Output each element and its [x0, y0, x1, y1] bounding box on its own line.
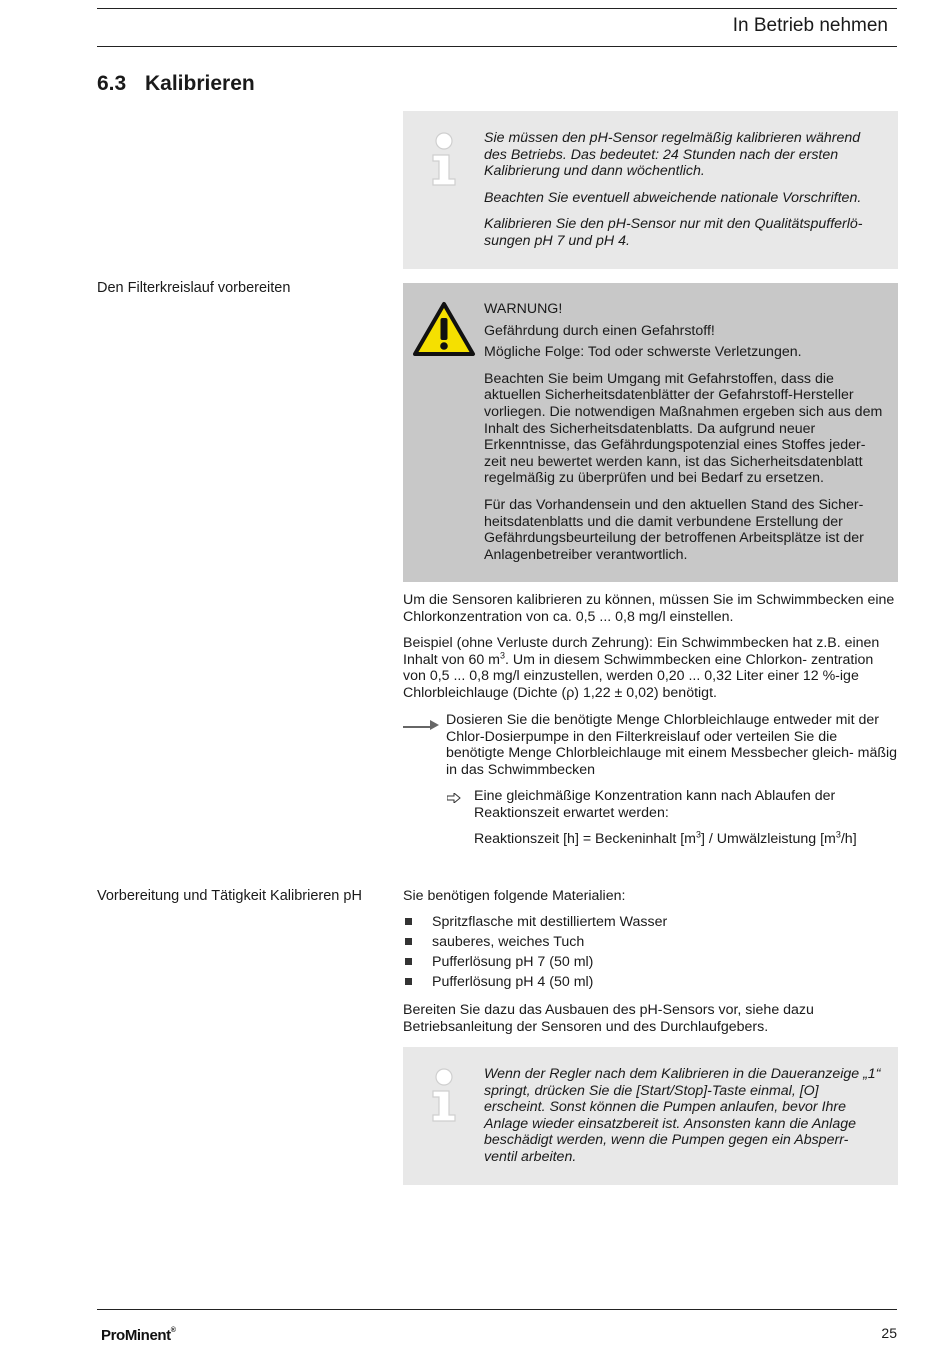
warning-paragraph-1: Beachten Sie beim Umgang mit Gefahrstoffen, dass die aktuellen Sicherheitsdatenblätter der Gefahrstoff-Hersteller vorliegen. Die notwendigen Maßnahmen ergeben sich aus dem Inhalt des Sicherheitsdatenblatts. Da aufgrund neuer Erkenntnisse, das Gefährdungspotenzial eines Stoffes jeder- zeit neu bewertet werden kann, ist das Sicherheitsdatenblatt regelmäßig zu überprüfen und bei Bedarf zu ersetzen. — [484, 370, 883, 487]
header-rule-top — [97, 8, 897, 9]
side-label-filter: Den Filterkreislauf vorbereiten — [97, 280, 291, 296]
result-arrow-icon — [447, 793, 461, 803]
step-text: Dosieren Sie die benötigte Menge Chlorbleichlauge entweder mit der Chlor-Dosierpumpe in den Filterkreislauf oder verteilen Sie die benötigte Menge Chlorbleichlauge mit einem Messbecher gleich- mäßig in das Schwimmbecken — [446, 712, 898, 778]
info-note-calibration — [403, 111, 898, 269]
step-arrow-icon — [403, 717, 439, 731]
list-item: Pufferlösung pH 4 (50 ml) — [403, 972, 898, 992]
note1-paragraph-3: Kalibrieren Sie den pH-Sensor nur mit den Qualitätspufferlö- sungen pH 7 und pH 4. — [484, 216, 863, 249]
side-label-calibration: Vorbereitung und Tätigkeit Kalibrieren pH — [97, 888, 362, 904]
section-heading: Kalibrieren — [145, 72, 255, 95]
warning-box — [403, 283, 898, 582]
warning-signal-word: WARNUNG! — [484, 301, 563, 317]
footer-rule — [97, 1309, 897, 1310]
bullet-square-icon — [405, 958, 412, 965]
list-item: Pufferlösung pH 7 (50 ml) — [403, 952, 898, 972]
list-item: Spritzflasche mit destilliertem Wasser — [403, 912, 898, 932]
step-result-text: Eine gleichmäßige Konzentration kann nach Ablaufen der Reaktionszeit erwartet werden: — [474, 788, 836, 821]
materials-outro: Bereiten Sie dazu das Ausbauen des pH-Sensors vor, siehe dazu Betriebsanleitung der Sensoren und des Durchlaufgebers. — [403, 1002, 814, 1035]
header-title: In Betrieb nehmen — [732, 15, 888, 36]
section-title — [97, 72, 255, 96]
section-number: 6.3 — [97, 72, 127, 95]
materials-intro: Sie benötigen folgende Materialien: — [403, 888, 626, 904]
warning-consequence: Mögliche Folge: Tod oder schwerste Verletzungen. — [484, 344, 802, 361]
page-number: 25 — [881, 1325, 897, 1341]
note1-paragraph-2: Beachten Sie eventuell abweichende nationale Vorschriften. — [484, 189, 862, 206]
bullet-square-icon — [405, 918, 412, 925]
step-formula: Reaktionszeit [h] = Beckeninhalt $[m^3]$ / Umwälzleistung $[m^3/h]$ — [474, 829, 857, 847]
note1-paragraph-1: Sie müssen den pH-Sensor regelmäßig kalibrieren während des Betriebs. Das bedeutet: 24 Stunden nach der ersten Kalibrierung und dann wöchentlich. — [484, 130, 861, 180]
note2-paragraph: Wenn der Regler nach dem Kalibrieren in die Daueranzeige „1“ springt, drücken Sie die [Start/Stop]-Taste einmal, [O] erscheint. Sonst können die Pumpen anlaufen, bevor Ihre Anlage wieder einsatzbereit ist. Ansonsten kann die Anlage beschädigt werden, wenn die Pumpen gegen ein Absperr- ventil arbeiten. — [484, 1066, 881, 1165]
prominent-logo: ProMinent® — [101, 1327, 176, 1344]
warning-paragraph-2: Für das Vorhandensein und den aktuellen Stand des Sicher- heitsdatenblatts und die damit verbundene Erstellung der Gefährdungsbeurteilung der betroffenen Arbeitsplätze ist der Anlagenbetreiber verantwortlich. — [484, 496, 864, 563]
warning-hazard: Gefährdung durch einen Gefahrstoff! — [484, 322, 715, 339]
info-icon — [427, 131, 461, 187]
info-note-regler — [403, 1047, 898, 1185]
bullet-square-icon — [405, 978, 412, 985]
materials-list — [403, 912, 898, 992]
list-item: sauberes, weiches Tuch — [403, 932, 898, 952]
body-paragraph-2: Beispiel (ohne Verluste durch Zehrung): Ein Schwimmbecken hat z.B. einen Inhalt von 60 $m^3$. Um in diesem Schwimmbecken eine Chlorkon- zentration von 0,5 ... 0,8 mg/l einzustellen, werden 0,20 ... 0,32 Liter einer 12 %-ige Chlorbleichlauge (Dichte (ρ) 1,22 ± 0,02) benötigt. — [403, 635, 880, 701]
header-rule-bottom — [97, 46, 897, 47]
bullet-square-icon — [405, 938, 412, 945]
body-text-concentration — [403, 592, 898, 712]
info-icon — [427, 1067, 461, 1123]
body-paragraph-1: Um die Sensoren kalibrieren zu können, müssen Sie im Schwimmbecken eine Chlorkonzentration von ca. 0,5 ... 0,8 mg/l einstellen. — [403, 592, 895, 625]
warning-triangle-icon — [412, 301, 476, 357]
